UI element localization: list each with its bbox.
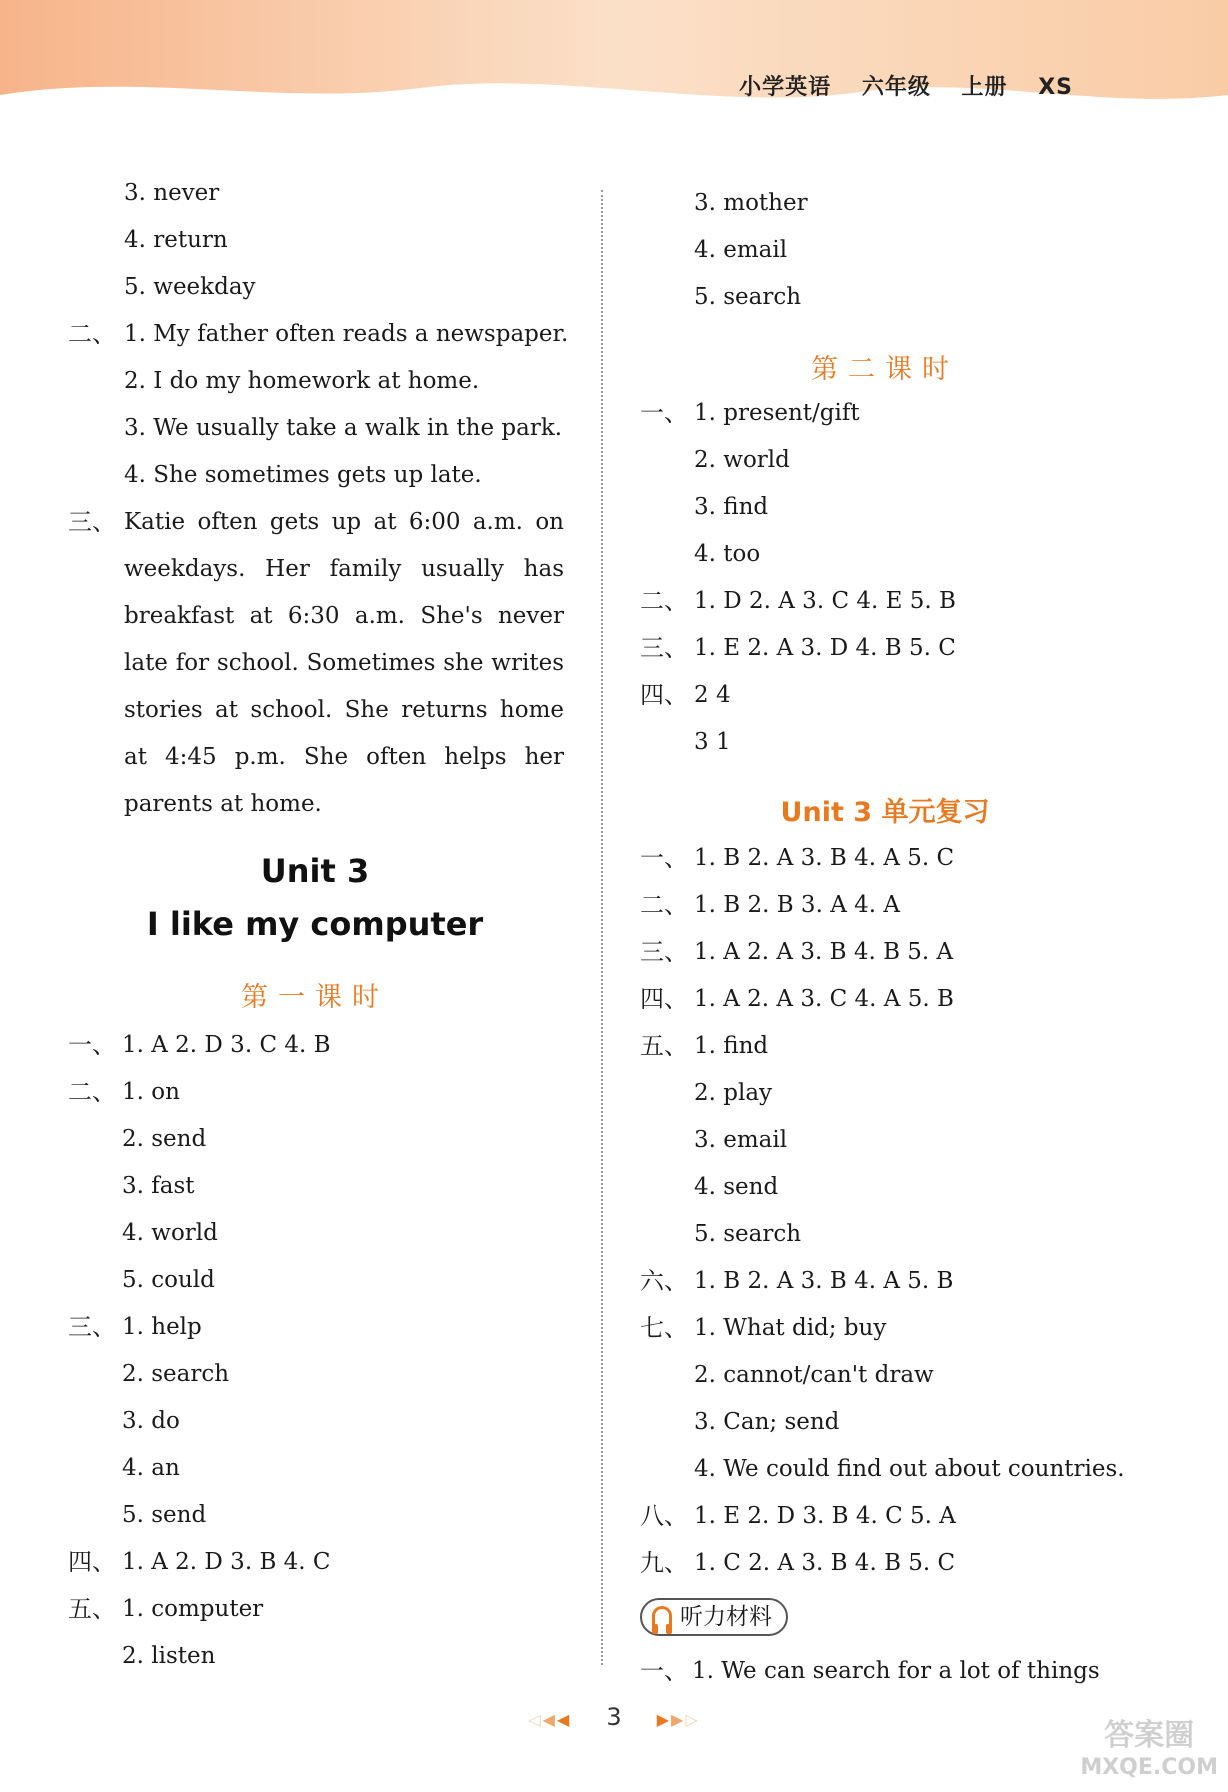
- unit-title: Unit 3: [260, 852, 370, 890]
- answer-line: 1. My father often reads a newspaper.: [124, 321, 569, 347]
- answer-line: 1. present/gift: [694, 400, 860, 426]
- answer-line: 4. We could find out about countries.: [694, 1456, 1125, 1482]
- answer-line: 1. find: [694, 1033, 769, 1059]
- answer-line: 3. We usually take a walk in the park.: [124, 415, 563, 441]
- answer-line: 1. We can search for a lot of things: [692, 1658, 1100, 1684]
- listening-badge-label: 听力材料: [680, 1604, 772, 1630]
- answer-line: 2. search: [122, 1361, 230, 1387]
- header-edition: XS: [1038, 75, 1073, 100]
- paragraph-line: Katie often gets up at 6:00 a.m. on: [124, 509, 564, 535]
- answer-line: 5. weekday: [124, 274, 256, 300]
- answer-line: 1. C 2. A 3. B 4. B 5. C: [694, 1550, 956, 1576]
- section-marker: 四、: [640, 985, 688, 1013]
- answer-line: 1. E 2. D 3. B 4. C 5. A: [694, 1503, 956, 1529]
- page-footer: [0, 1703, 1228, 1731]
- answer-line: 2. send: [122, 1126, 207, 1152]
- prev-arrows-icon: ◁◀◀: [528, 1710, 572, 1729]
- answer-line: 3. fast: [122, 1173, 195, 1199]
- section-marker: 三、: [68, 1313, 116, 1341]
- answer-line: 1. A 2. D 3. C 4. B: [122, 1032, 331, 1058]
- answer-line: 2. listen: [122, 1643, 216, 1669]
- listening-badge: [640, 1598, 788, 1636]
- section-marker: 二、: [68, 1078, 116, 1106]
- section-marker: 一、: [640, 399, 688, 427]
- answer-line: 1. E 2. A 3. D 4. B 5. C: [694, 635, 956, 661]
- answer-line: 4. an: [122, 1455, 180, 1481]
- answer-line: 1. on: [122, 1079, 180, 1105]
- answer-line: 4. world: [122, 1220, 218, 1246]
- answer-line: 3. mother: [694, 190, 808, 216]
- header-volume: 上册: [961, 75, 1008, 100]
- headphones-icon: [652, 1606, 672, 1626]
- answer-line: 3. email: [694, 1127, 788, 1153]
- header-grade: 六年级: [861, 75, 931, 100]
- paragraph-line: at 4:45 p.m. She often helps her: [124, 744, 564, 770]
- answer-line: 1. B 2. B 3. A 4. A: [694, 892, 900, 918]
- answer-line: 4. too: [694, 541, 761, 567]
- section-marker: 三、: [640, 634, 688, 662]
- section-marker: 四、: [68, 1548, 116, 1576]
- paragraph-line: late for school. Sometimes she writes: [124, 650, 564, 676]
- answer-line: 4. send: [694, 1174, 779, 1200]
- section-marker: 三、: [68, 508, 116, 536]
- answer-line: 3 1: [694, 729, 731, 755]
- section-marker: 九、: [640, 1549, 688, 1577]
- section-marker: 五、: [68, 1595, 116, 1623]
- answer-line: 5. search: [694, 1221, 802, 1247]
- section-marker: 七、: [640, 1314, 688, 1342]
- answer-line: 2. I do my homework at home.: [124, 368, 480, 394]
- answer-line: 2. cannot/can't draw: [694, 1362, 934, 1388]
- header-info: [717, 70, 1073, 101]
- answer-line: 5. search: [694, 284, 802, 310]
- answer-line: 3. do: [122, 1408, 180, 1434]
- page-number: 3: [606, 1703, 622, 1731]
- unit-subtitle: I like my computer: [146, 905, 484, 943]
- section-marker: 五、: [640, 1032, 688, 1060]
- section-marker: 八、: [640, 1502, 688, 1530]
- lesson-heading: 第一课时: [241, 982, 389, 1013]
- answer-line: 1. help: [122, 1314, 202, 1340]
- paragraph-line: breakfast at 6:30 a.m. She's never: [124, 603, 564, 629]
- column-divider: [601, 190, 603, 1665]
- paragraph-line: parents at home.: [124, 791, 322, 817]
- answer-line: 3. Can; send: [694, 1409, 840, 1435]
- section-marker: 一、: [640, 1657, 688, 1685]
- answer-line: 1. B 2. A 3. B 4. A 5. B: [694, 1268, 954, 1294]
- section-marker: 二、: [68, 320, 116, 348]
- section-marker: 四、: [640, 681, 688, 709]
- answer-line: 2. play: [694, 1080, 773, 1106]
- review-title: Unit 3 单元复习: [780, 797, 990, 828]
- next-arrows-icon: ▶▶▷: [656, 1710, 700, 1729]
- section-marker: 二、: [640, 891, 688, 919]
- answer-line: 1. A 2. A 3. C 4. A 5. B: [694, 986, 954, 1012]
- answer-line: 3. find: [694, 494, 769, 520]
- watermark-url: MXQE.COM: [1080, 1755, 1218, 1780]
- answer-line: 5. send: [122, 1502, 207, 1528]
- section-marker: 三、: [640, 938, 688, 966]
- header-banner: [0, 0, 1228, 130]
- answer-line: 1. A 2. A 3. B 4. B 5. A: [694, 939, 954, 965]
- answer-line: 1. B 2. A 3. B 4. A 5. C: [694, 845, 955, 871]
- watermark-text: 答案圈: [1104, 1718, 1195, 1753]
- section-marker: 六、: [640, 1267, 688, 1295]
- section-marker: 一、: [68, 1031, 116, 1059]
- header-subject: 小学英语: [739, 75, 832, 100]
- section-marker: 一、: [640, 844, 688, 872]
- answer-line: 4. email: [694, 237, 788, 263]
- lesson-heading: 第二课时: [811, 354, 959, 385]
- answer-line: 2. world: [694, 447, 790, 473]
- answer-line: 1. What did; buy: [694, 1315, 887, 1341]
- answer-line: 2 4: [694, 682, 731, 708]
- answer-line: 3. never: [124, 180, 220, 206]
- answer-line: 1. A 2. D 3. B 4. C: [122, 1549, 331, 1575]
- section-marker: 二、: [640, 587, 688, 615]
- watermark-logo: [1080, 1720, 1218, 1784]
- answer-line: 4. She sometimes gets up late.: [124, 462, 482, 488]
- answer-line: 1. D 2. A 3. C 4. E 5. B: [694, 588, 956, 614]
- paragraph-line: weekdays. Her family usually has: [124, 556, 564, 582]
- answer-line: 5. could: [122, 1267, 215, 1293]
- answer-line: 1. computer: [122, 1596, 264, 1622]
- paragraph-line: stories at school. She returns home: [124, 697, 564, 723]
- answer-line: 4. return: [124, 227, 228, 253]
